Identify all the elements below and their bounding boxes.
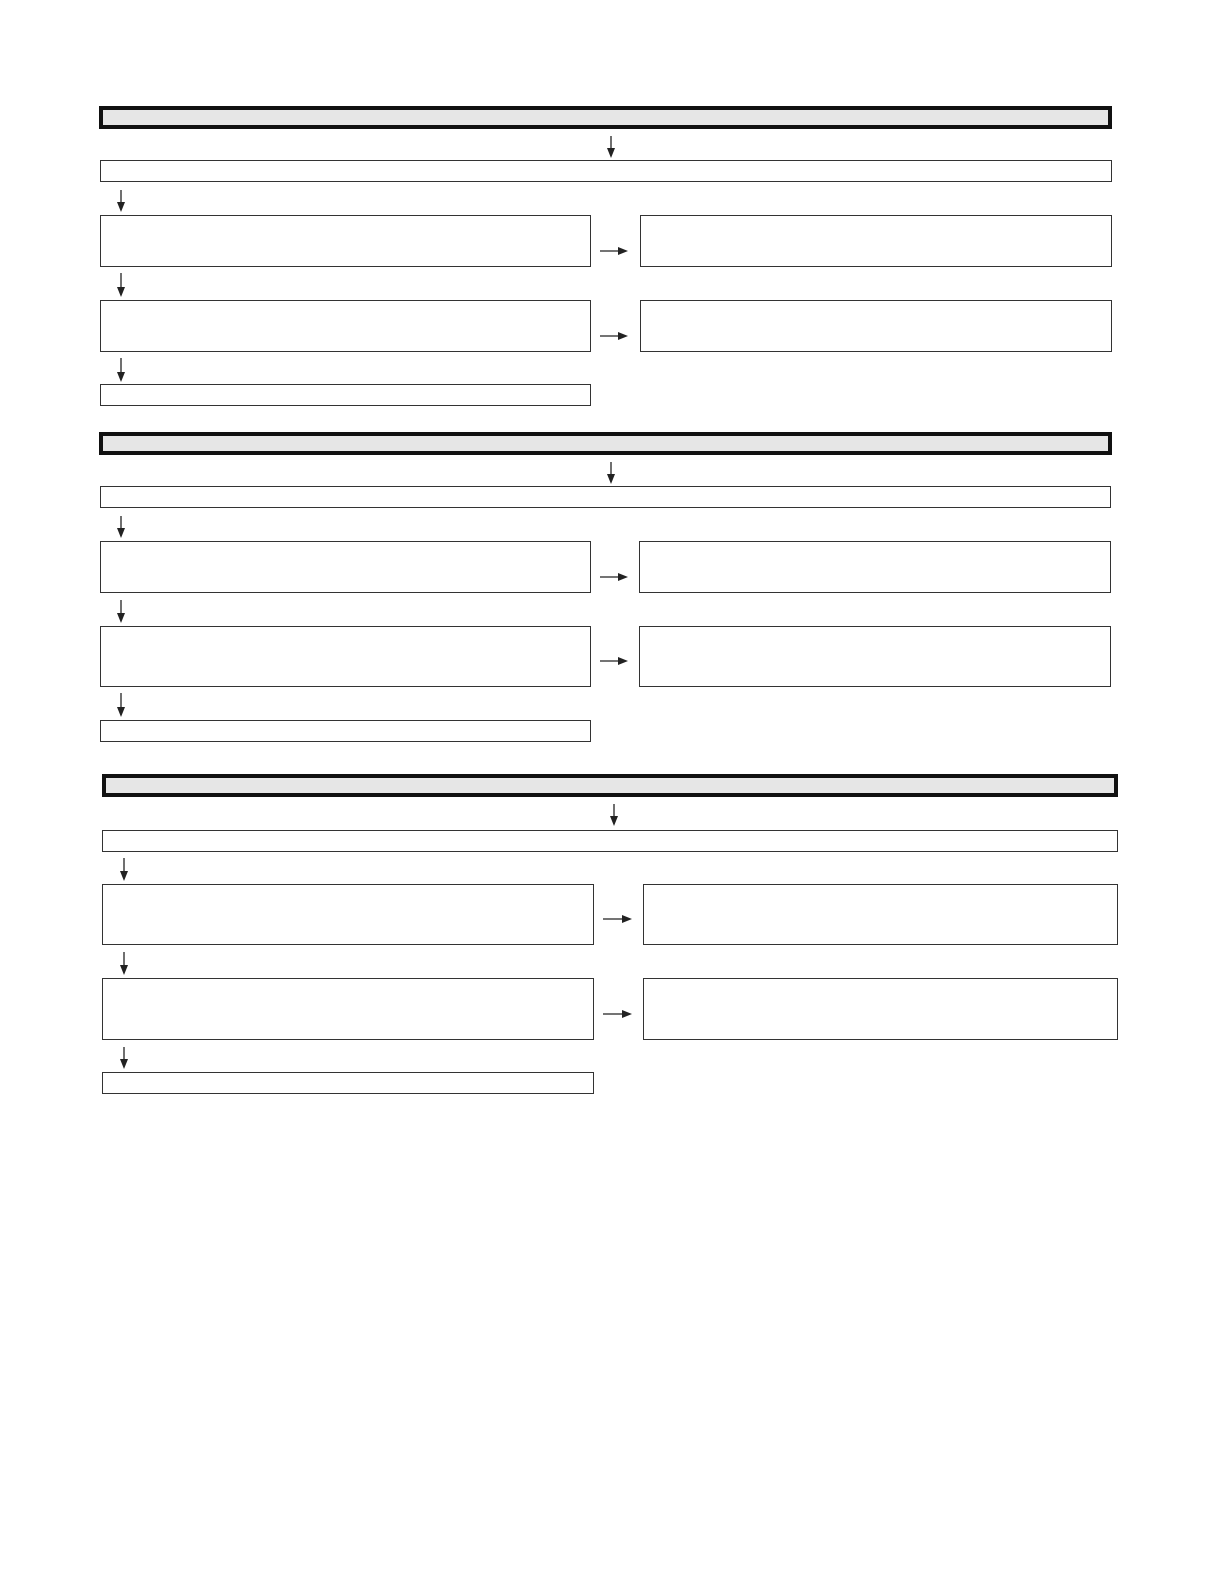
section-3-check-2	[102, 978, 594, 1040]
section-3-check-1-arrow-down	[117, 952, 131, 977]
section-2-result	[100, 720, 591, 742]
section-1-header-arrow	[604, 136, 618, 160]
section-3-check-2-arrow-down	[117, 1047, 131, 1071]
section-1-check-2-arrow-right	[600, 329, 630, 343]
section-2-check-1-arrow-down	[114, 600, 128, 625]
section-1-check-2-arrow-down	[114, 358, 128, 384]
section-1-check-1	[100, 215, 591, 267]
section-1-check-1-arrow-down	[114, 273, 128, 299]
section-2-check-1-arrow-right	[600, 570, 630, 584]
section-2-remedy-2	[639, 626, 1111, 687]
section-2-check-2-arrow-right	[600, 654, 630, 668]
section-1-remedy-2	[640, 300, 1112, 352]
section-3-header	[102, 774, 1118, 797]
section-2-header	[99, 432, 1112, 455]
section-3-remedy-2	[643, 978, 1118, 1040]
section-1-remedy-1	[640, 215, 1112, 267]
section-2-check-2	[100, 626, 591, 687]
section-1-result	[100, 384, 591, 406]
section-3-description-arrow	[117, 858, 131, 883]
section-3-description	[102, 830, 1118, 852]
section-1-description-arrow	[114, 190, 128, 214]
section-1-check-2	[100, 300, 591, 352]
section-3-remedy-1	[643, 884, 1118, 945]
section-2-check-1	[100, 541, 591, 593]
section-3-result	[102, 1072, 594, 1094]
section-1-description	[100, 160, 1112, 182]
section-3-check-1-arrow-right	[603, 912, 634, 926]
section-3-header-arrow	[607, 804, 621, 828]
section-1-check-1-arrow-right	[600, 244, 630, 258]
section-2-remedy-1	[639, 541, 1111, 593]
section-2-description-arrow	[114, 516, 128, 540]
section-1-header	[99, 106, 1112, 129]
section-2-header-arrow	[604, 462, 618, 486]
section-3-check-2-arrow-right	[603, 1007, 634, 1021]
section-2-description	[100, 486, 1111, 508]
section-3-check-1	[102, 884, 594, 945]
section-2-check-2-arrow-down	[114, 693, 128, 719]
